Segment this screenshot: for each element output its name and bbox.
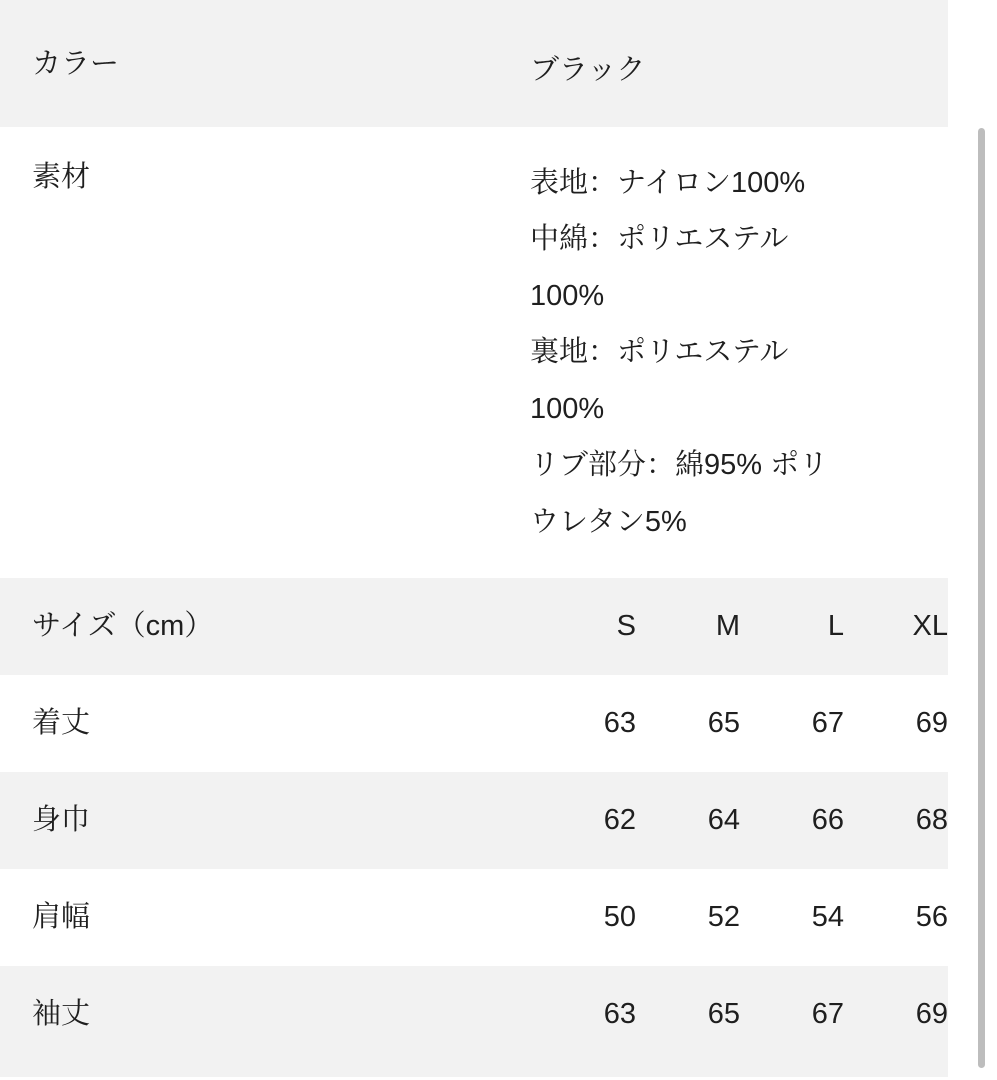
size-table-label: サイズ（cm） [32,610,214,643]
spec-value-line: 表地：ナイロン100% [530,166,806,199]
size-cell: 56 [915,901,948,934]
size-column-header-xl: XL [912,610,948,643]
spec-value-material [530,127,948,579]
size-column-header-m: M [715,610,740,643]
size-table-row [0,869,948,966]
size-row-label: 袖丈 [32,998,91,1031]
size-cell: 65 [707,707,740,740]
size-row-values [510,772,948,869]
size-table-row [0,772,948,869]
size-column-header-s: S [616,610,636,643]
size-column-header-l: L [827,610,844,643]
spec-row-material [0,127,948,579]
spec-label-material: 素材 [32,160,91,193]
size-cell: 66 [811,804,844,837]
size-cell: 68 [915,804,948,837]
size-cell: 54 [811,901,844,934]
size-cell: 67 [811,998,844,1031]
size-row-label: 着丈 [32,707,91,740]
size-header-columns [510,578,948,675]
size-cell: 63 [603,707,636,740]
table-bottom-edge [0,1063,948,1077]
size-cell: 52 [707,901,740,934]
size-row-label: 身巾 [32,804,91,837]
size-cell: 50 [603,901,636,934]
size-row-values [510,675,948,772]
spec-value-line: 100% [530,279,605,312]
size-row-values [510,869,948,966]
spec-value-line: ウレタン5% [530,505,687,538]
size-table-row [0,675,948,772]
spec-label-color: カラー [32,48,120,80]
spec-value-line: ブラック [530,54,646,86]
spec-value-line: 中綿：ポリエステル [530,223,789,256]
spec-value-line: リブ部分：綿95% ポリ [530,449,829,482]
size-row-values [510,966,948,1063]
size-table-header-row [0,578,948,675]
vertical-scrollbar-track[interactable] [983,0,991,1080]
size-table-row [0,966,948,1063]
size-cell: 63 [603,998,636,1031]
size-row-label: 肩幅 [32,901,91,934]
table-top-edge [0,0,948,14]
size-cell: 69 [915,707,948,740]
spec-value-line: 100% [530,392,605,425]
spec-value-color [530,14,948,127]
size-cell: 64 [707,804,740,837]
size-cell: 62 [603,804,636,837]
spec-row-color [0,14,948,127]
size-cell: 65 [707,998,740,1031]
size-cell: 69 [915,998,948,1031]
size-cell: 67 [811,707,844,740]
spec-value-line: 裏地：ポリエステル [530,336,789,369]
vertical-scrollbar-thumb[interactable] [978,128,985,1068]
